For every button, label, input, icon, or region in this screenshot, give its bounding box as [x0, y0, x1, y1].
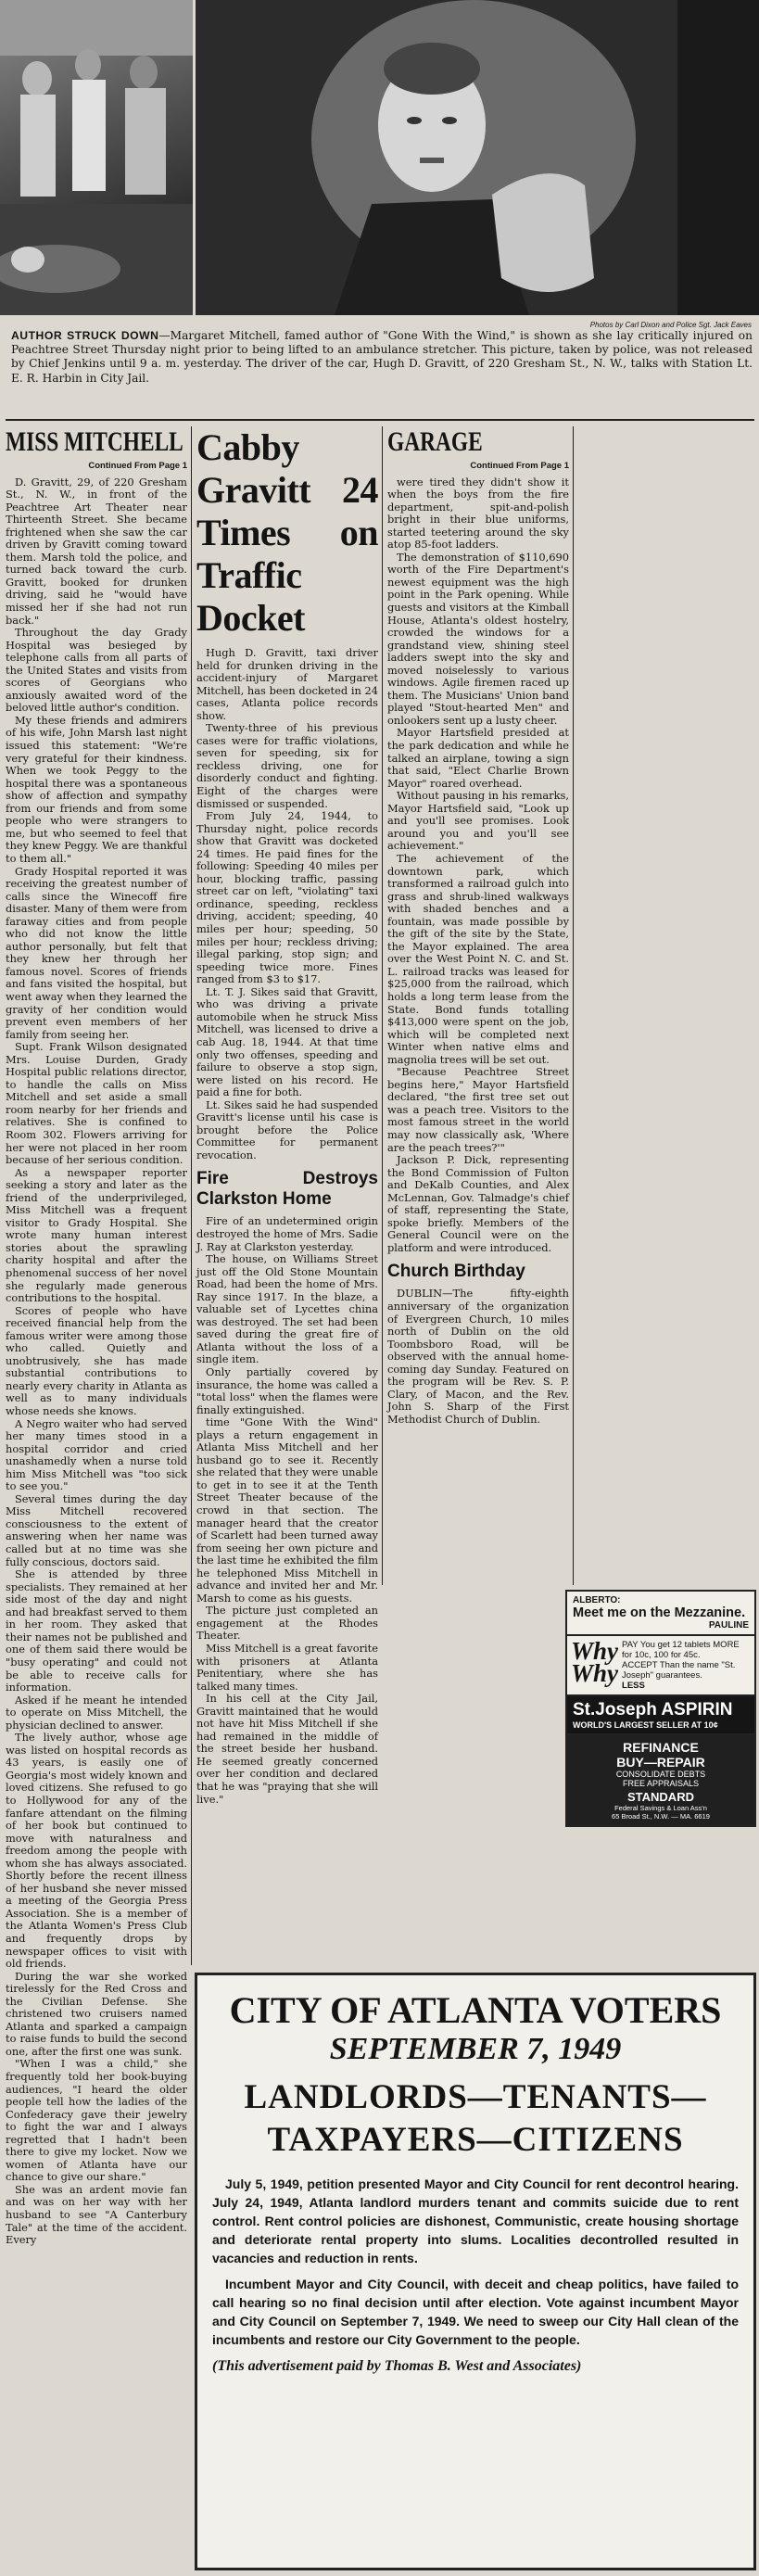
crash-scene-photo [0, 0, 193, 315]
ad-title: CITY OF ATLANTA VOTERS [229, 1989, 722, 2031]
article-paragraph: Mayor Hartsfield presided at the park dedication and while he talked an airplane, towing a sign that said, "Elect Charlie Brown Mayor" roared overhead. [387, 726, 569, 790]
caption-rule [6, 419, 754, 421]
article-paragraph: Hugh D. Gravitt, taxi driver held for drunken driving in the accident-injury of Margaret Mitchell, has been docketed in 24 cases, Atlanta police records show. [196, 646, 378, 722]
article-paragraph: The house, on Williams Street just off the Old Stone Mountain Road, had been the home of Mrs. Ray since 1917. In the blaze, a valuable set of Lycettes china was destroyed. The set had been saved during the great fire of Atlanta without the loss of a single item. [196, 1252, 378, 1366]
st-joseph-title: St.Joseph ASPIRIN [573, 1700, 733, 1719]
crowd-illustration [0, 0, 193, 315]
article-paragraph: Miss Mitchell is a great favorite with prisoners at Atlanta Penitentiary, where she has talked many times. [196, 1642, 378, 1693]
caption-lead: AUTHOR STRUCK DOWN [11, 329, 159, 342]
article-paragraph: D. Gravitt, 29, of 220 Gresham St., N. W., in front of the Peachtree Art Theater near Thirteenth Street. She became frightened when she saw the car driven by Gravitt coming toward them. Marsh told the police, and turned back toward the curb. Gravitt, booked for drunken driving, said he "would have missed her if she had not run back." [6, 475, 187, 627]
article-paragraph: The achievement of the downtown park, which transformed a railroad gulch into grass and shrub-lined walkways with shaded benches and a fountain, was made possible by the gift of the site by the State, the Mayor explained. The area over the West Point N. C. and St. L. railroad tracks was leased for $25,000 from the railroad, which holds a long term lease from the State. Bond funds totalling $413,000 were spent on the job, which will be completed next Winter when native elms and magnolia trees will be set out. [387, 851, 569, 1066]
ad-paragraph: July 5, 1949, petition presented Mayor and City Council for rent decontrol hearing. July 24, 1949, Atlanta landlord murders tenant and commits suicide due to rent control. Rent control policies are dishonest, Communistic, create housing shortage and deteriorate rental property into slums. Localities decontrolled resulted in vacancies and reduction in rents. [212, 2176, 739, 2265]
miss-mitchell-article [6, 426, 187, 2247]
alberto-name: ALBERTO: [573, 1595, 621, 1605]
article-paragraph: Only partially covered by insurance, the home was called a "total loss" when the flames were finally extinguished. [196, 1364, 378, 1416]
less-line: LESS [622, 1681, 645, 1691]
article-paragraph: Several times during the day Miss Mitchell recovered consciousness to the extent of answering when her name was called but at no time was she fully conscious, doctors said. [6, 1491, 187, 1568]
article-headline: Church Birthday [387, 1262, 525, 1282]
article-paragraph: DUBLIN—The fifty-eighth anniversary of the organization of Evergreen Church, 10 miles north of Dublin on the old Toombsboro Road, will be observed with the annual home-coming day Sunday. Featured on the program will be Rev. S. P. Clary, of Macon, and the Rev. John S. Sharp of the First Methodist Church of Dublin. [387, 1287, 569, 1426]
article-paragraph: "When I was a child," she frequently told her book-buying audiences, "I heard the older people tell how the ladies of the Confederacy gave their jewelry to fight the war and I always regretted that I hadn't been there to give my locket. Now we women of Atlanta have our chance to give our share." [6, 2057, 187, 2184]
article-paragraph: A Negro waiter who had served her many times stood in a hospital corridor and cried unashamedly when a nurse told him Miss Mitchell was "too sick to see you." [6, 1416, 187, 1493]
voters-advertisement [195, 1973, 756, 2570]
article-paragraph: Without pausing in his remarks, Mayor Hartsfield said, "Look up and you'll see promises. Look around you and you'll see achievement." [387, 789, 569, 853]
article-paragraph: were tired they didn't show it when the boys from the fire department, spit-and-polish bright in their blue uniforms, started teetering around the sky atop 85-foot ladders. [387, 475, 569, 552]
ad-signature: (This advertisement paid by Thomas B. West and Associates) [212, 2358, 582, 2374]
article-headline: Fire Destroys Clarkston Home [196, 1169, 378, 1210]
article-headline: Cabby Gravitt 24 Times on Traffic Docket [196, 426, 378, 639]
accept-line: ACCEPT Than the name "St. Joseph" guarantees. [622, 1660, 736, 1681]
refinance-line: FREE APPRAISALS [622, 1779, 700, 1788]
article-paragraph: The picture just completed an engagement at the Rhodes Theater. [196, 1604, 378, 1643]
garage-article [387, 426, 569, 1426]
alberto-notice [567, 1592, 754, 1636]
article-paragraph: Asked if he meant he intended to operate on Miss Mitchell, the physician declined to answer. [6, 1693, 187, 1732]
article-paragraph: Lt. Sikes said he had suspended Gravitt's license until his case is brought before the Police Committee for permanent revocation. [196, 1098, 378, 1161]
article-paragraph: Twenty-three of his previous cases were for traffic violations, seven for speeding, six for reckless driving, one for disorderly conduct and fighting. Eight of the charges were dismissed or suspended. [196, 721, 378, 810]
article-paragraph: She was an ardent movie fan and was on her way with her husband to see "A Canterbury Tale" at the time of the accident. Every [6, 2182, 187, 2247]
ad-audience: LANDLORDS—TENANTS— [244, 2078, 707, 2116]
article-paragraph: Scores of people who have received financial help from the famous writer were among those who called. Quietly and unobtrusively, she has made substantial contributions to nearly every charity in Atlanta as well as to many individuals whose needs she knows. [6, 1303, 187, 1418]
refinance-line: BUY—REPAIR [616, 1755, 705, 1770]
refinance-address: 65 Broad St., N.W. — MA. 6619 [612, 1812, 710, 1821]
article-paragraph: She is attended by three specialists. They remained at her side most of the day and night and had breakfast served to them in her room. They asked that their names not be published and one of them said there would be "busy operating" and could not be able to receive calls for information. [6, 1567, 187, 1694]
caption-text: —Margaret Mitchell, famed author of "Gone With the Wind," is shown as she lay critically injured on Peachtree Street Thursday night prior to being lifted to an ambulance stretcher. This picture, taken by police, was not released by Chief Jenkins until 9 a. m. yesterday. The driver of the car, Hugh D. Gravitt, of 220 Gresham St., N. W., talks with Station Lt. E. R. Harbin in City Jail. [11, 329, 753, 385]
why-word: Why [571, 1637, 619, 1665]
alberto-message: Meet me on the Mezzanine. [573, 1605, 746, 1620]
pay-line: PAY You get 12 tablets MORE for 10c, 100 for 45c. [622, 1640, 740, 1660]
refinance-line: CONSOLIDATE DEBTS [615, 1770, 706, 1779]
ad-paragraph: Incumbent Mayor and City Council, with deceit and cheap politics, have failed to call hearing so no final decision until after election. Vote against incumbent Mayor and City Council on September 7, 1949. We need to sweep our City Hall clean of the incumbents and restore our City Government to the people. [212, 2277, 739, 2347]
article-paragraph: Throughout the day Grady Hospital was besieged by telephone calls from all parts of the United States and visits from scores of Georgians who anxiously awaited word of the beloved little author's condition. [6, 626, 187, 715]
st-joseph-banner [567, 1696, 754, 1735]
column-divider [191, 426, 192, 1965]
article-paragraph: Jackson P. Dick, representing the Bond Commission of Fulton and DeKalb Counties, and Alex McLennan, Gov. Talmadge's chief of staff, representing the State, spoke briefly. Members of the General Council were on the platform and were introduced. [387, 1153, 569, 1254]
refinance-line: Federal Savings & Loan Ass'n [614, 1804, 707, 1812]
st-joseph-tagline: WORLD'S LARGEST SELLER AT 10¢ [573, 1720, 718, 1730]
article-paragraph: Supt. Frank Wilson designated Mrs. Louise Durden, Grady Hospital public relations director, to handle the calls on Miss Mitchell and set aside a small room nearby for her friends and relatives. She is confined to Room 302. Flowers arriving for her were not placed in her room because of her serious condition. [6, 1040, 187, 1167]
article-paragraph: During the war she worked tirelessly for the Red Cross and the Civilian Defense. She christened two cruisers named Atlanta and sparked a campaign to raise funds to build the second one, after the first one was sunk. [6, 1969, 187, 2058]
article-headline: GARAGE [387, 426, 483, 457]
article-paragraph: My these friends and admirers of his wife, John Marsh last night issued this statement: "We're very grateful for their kindness. When we took Peggy to the hospital there was a spontaneous show of affection and sympathy from our friends and from some people who were strangers to me, but who seemed to feel that they knew Peggy. We are thankful to them all." [6, 713, 187, 865]
photo-caption [11, 329, 753, 386]
photo-credit: Photos by Carl Dixon and Police Sgt. Jack Eaves [589, 321, 752, 329]
st-joseph-why-ad [567, 1636, 754, 1696]
article-paragraph: From July 24, 1944, to Thursday night, police records show that Gravitt was docketed 24 times. He paid fines for the following: Speeding 40 miles per hour, blocking traffic, passing street car on left, "violating" taxi ordinance, speeding, reckless driving, accident; speeding, 40 miles per hour; speeding, 50 miles per hour; reckless driving; illegal parking, stop sign; and speeding twice more. Fines ranged from $3 to $17. [196, 809, 378, 986]
article-headline: MISS MITCHELL [6, 426, 183, 457]
portrait-illustration [196, 0, 759, 315]
gravitt-portrait-photo [196, 0, 759, 315]
ad-audience: TAXPAYERS—CITIZENS [267, 2121, 684, 2159]
ad-date: SEPTEMBER 7, 1949 [329, 2032, 622, 2066]
article-paragraph: Grady Hospital reported it was receiving the greatest number of calls since the Winecoff fire disaster. Many of them were from faraway cities and from people who did not know the little author personally, but felt that they knew her through her famous novel. Scores of friends and fans visited the hospital, but went away when they learned the gravity of her condition would prevent even members of her family from seeing her. [6, 864, 187, 1041]
article-paragraph: time "Gone With the Wind" plays a return engagement in Atlanta Miss Mitchell and her husband go to see it. Recently she related that they were unable to get in to see it at the Tenth Street Theater because of the crowd in that section. The manager heard that the creator of Scarlett had been turned away from seeing her own picture and the last time he exhibited the film he telephoned Miss Mitchell in advance and invited her and Mr. Marsh to come as his guests. [196, 1415, 378, 1605]
article-paragraph: "Because Peachtree Street begins here," Mayor Hartsfield declared, "the first tree set out was a peach tree. Visitors to the most famous street in the world may now classically ask, 'Where are the peach trees?'" [387, 1065, 569, 1154]
refinance-ad [567, 1735, 754, 1825]
article-paragraph: Fire of an undetermined origin destroyed the home of Mrs. Sadie J. Ray at Clarkston yesterday. [196, 1214, 378, 1253]
why-word: Why [571, 1659, 619, 1687]
article-paragraph: The lively author, whose age was listed on hospital records as 43 years, is easily one of Georgia's most widely known and loved citizens. She refused to go to Hollywood for any of the fanfare attendant on the filming of her book but continued to move with naturalness and freedom among the people with whom she has always associated. Shortly before the recent illness of her husband she never missed a meeting of the Georgia Press Association. She is a member of the Atlanta Women's Press Club and frequently drops by newspaper offices to visit with old friends. [6, 1731, 187, 1971]
refinance-brand: STANDARD [627, 1790, 694, 1804]
alberto-signature: PAULINE [708, 1620, 749, 1631]
article-paragraph: The demonstration of $110,690 worth of the Fire Department's newest equipment was the high point in the Park opening. While guests and visitors at the Kimball House, Atlanta's oldest hostelry, crowded the windows for a grandstand view, shining steel ladders swept into the sky and moved noiselessly to various windows. Agile firemen raced up them. The Musicians' Union band played "Stout-hearted Men" and onlookers sent up a lusty cheer. [387, 550, 569, 727]
column-divider [382, 426, 383, 1585]
ad-stack [565, 1590, 756, 1827]
ad-body [212, 2175, 739, 2349]
article-paragraph: In his cell at the City Jail, Gravitt maintained that he would not have hit Miss Mitchell if she had remained in the middle of the street beside her husband. He seemed greatly concerned over her condition and declared that he was "praying that she will live." [196, 1692, 378, 1806]
column-divider [573, 426, 574, 1585]
article-paragraph: Lt. T. J. Sikes said that Gravitt, who was driving a private automobile when he struck Miss Mitchell, was licensed to drive a cab Aug. 18, 1944. At that time only two offenses, speeding and failure to observe a stop sign, were listed on his record. He paid a fine for both. [196, 984, 378, 1099]
continued-label: Continued From Page 1 [470, 461, 569, 471]
continued-label: Continued From Page 1 [88, 461, 187, 471]
article-paragraph: As a newspaper reporter seeking a story and later as the friend of the underprivileged, Miss Mitchell was a frequent visitor to Grady Hospital. She wrote many human interest stories about the sprawling charity hospital and after the phenomenal success of her novel she regularly made generous contributions to the hospital. [6, 1165, 187, 1305]
cabby-gravitt-article [196, 426, 378, 1806]
refinance-line: REFINANCE [623, 1740, 699, 1755]
